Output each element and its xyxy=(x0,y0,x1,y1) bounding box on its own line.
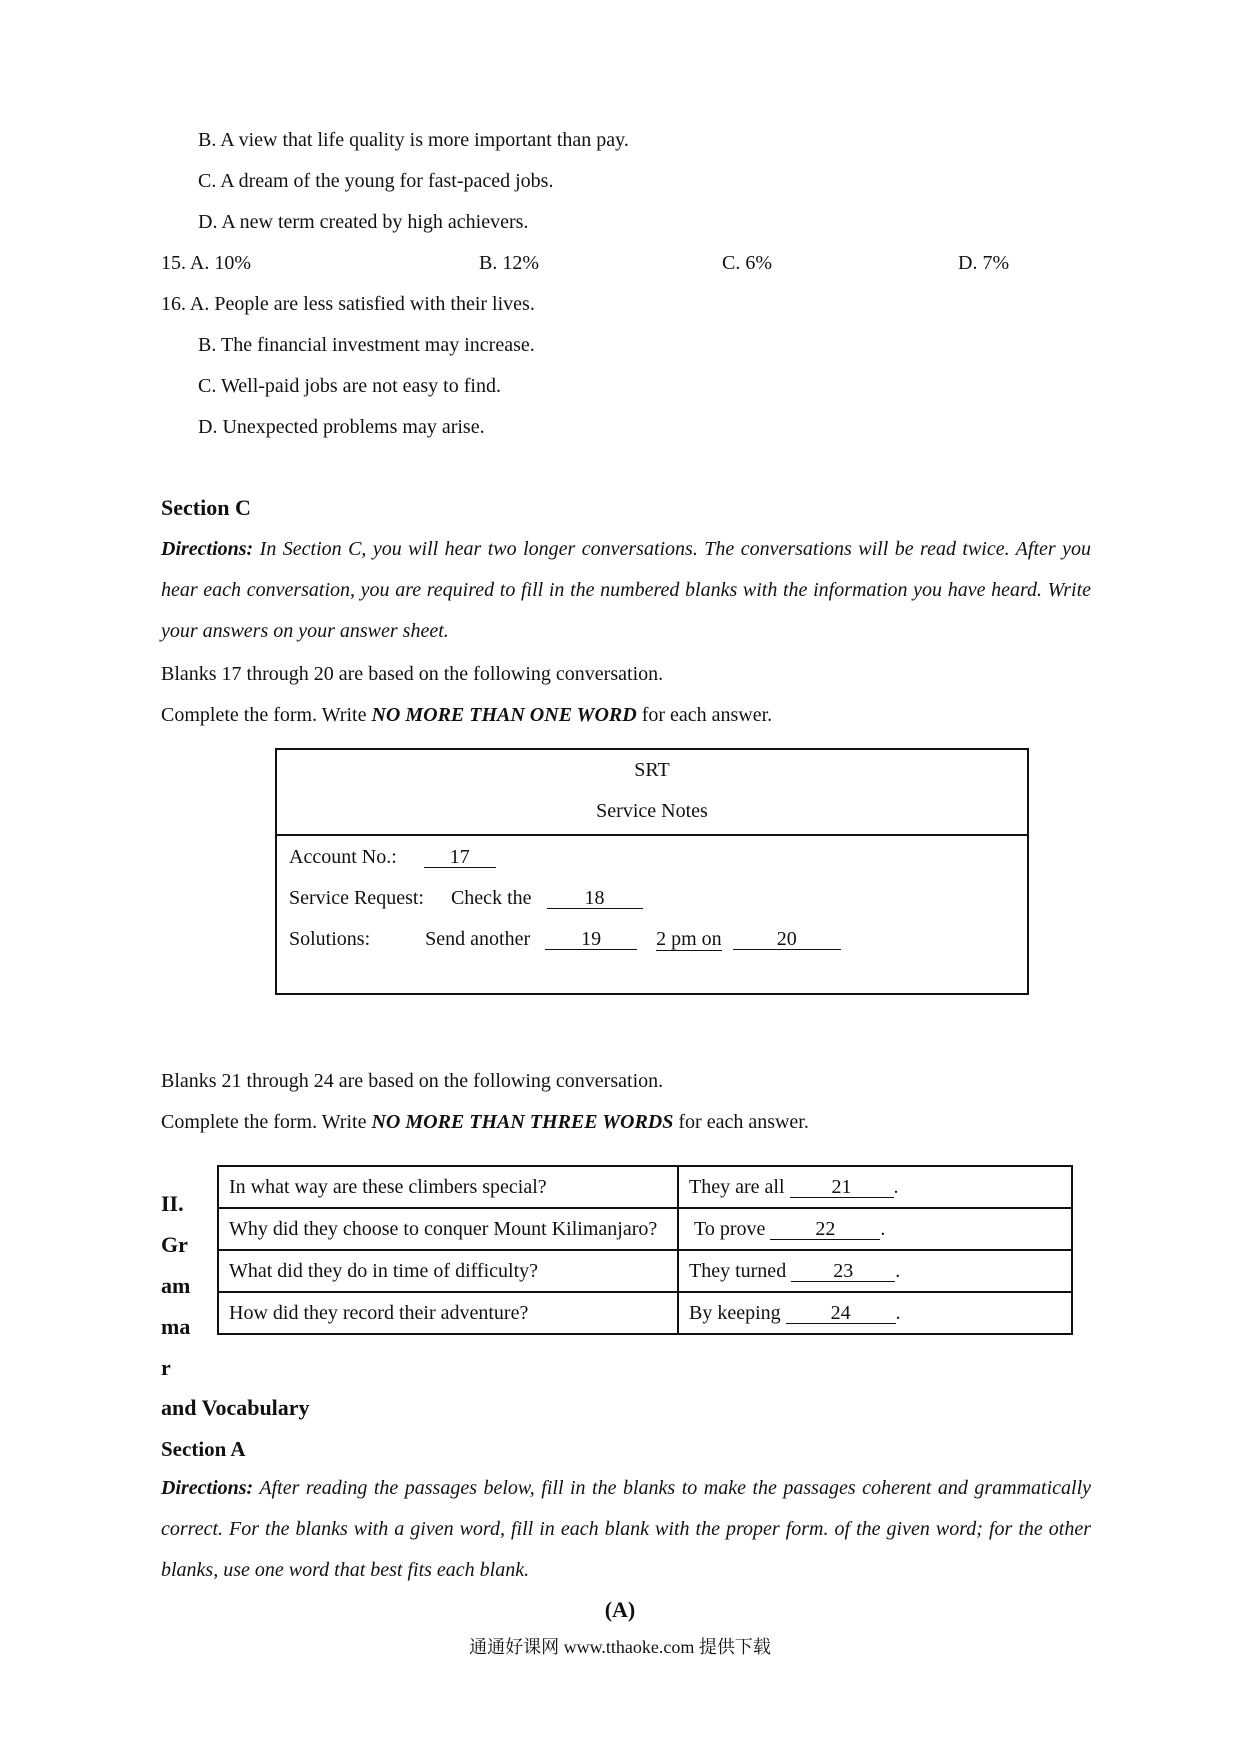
word-limit: NO MORE THAN THREE WORDS xyxy=(371,1111,674,1133)
form-header xyxy=(277,750,1027,836)
blank-22: 22 xyxy=(770,1219,880,1240)
instruction-suffix: for each answer. xyxy=(673,1111,809,1133)
heading-fragment: am xyxy=(161,1273,191,1298)
answer-cell: They are all 21 . xyxy=(678,1166,1072,1208)
section-c-title: Section C xyxy=(161,495,251,520)
part-2-heading-wrapped xyxy=(161,1183,197,1388)
q15-option-b: B. 12% xyxy=(479,252,539,274)
complete-form-2-instruction xyxy=(161,1110,809,1134)
section-a-title: Section A xyxy=(161,1437,246,1461)
directions-text: In Section C, you will hear two longer conversations. The conversations will be read twice. After you hear each conversation, you are required to fill in the numbered blanks with the information you have heard. Write your answers on your answer sheet. xyxy=(161,538,1091,642)
directions-text: After reading the passages below, fill in the blanks to make the passages coherent and grammatically correct. For the blanks with a given word, fill in each blank with the proper form. of the given word; for the other blanks, use one word that best fits each blank. xyxy=(161,1477,1091,1581)
q15-option-a: 15. A. 10% xyxy=(161,252,251,274)
answer-prefix: By keeping xyxy=(689,1302,781,1324)
q16-option-a: 16. A. People are less satisfied with their lives. xyxy=(161,293,535,315)
page-footer: 通通好课网 www.tthaoke.com 提供下载 xyxy=(469,1637,771,1657)
solutions-text: Send another xyxy=(425,928,531,950)
table-row xyxy=(218,1250,1072,1292)
heading-fragment: ma xyxy=(161,1314,191,1339)
q15-option-d: D. 7% xyxy=(958,252,1010,274)
word-limit: NO MORE THAN ONE WORD xyxy=(371,704,637,726)
answer-cell: They turned 23 . xyxy=(678,1250,1072,1292)
answer-cell: To prove 22 . xyxy=(678,1208,1072,1250)
blank-20: 20 xyxy=(733,929,841,950)
question-cell: How did they record their adventure? xyxy=(218,1292,678,1334)
instruction-suffix: for each answer. xyxy=(636,704,773,726)
service-notes-form xyxy=(275,748,1029,995)
form-subtitle: Service Notes xyxy=(596,800,708,822)
blank-17: 17 xyxy=(424,847,496,868)
passage-a-label: (A) xyxy=(604,1597,636,1622)
answer-prefix: They turned xyxy=(689,1260,787,1282)
answer-cell: By keeping 24 . xyxy=(678,1292,1072,1334)
blank-18: 18 xyxy=(547,888,643,909)
solutions-row xyxy=(289,927,841,951)
table-row xyxy=(218,1292,1072,1334)
blank-24: 24 xyxy=(786,1303,896,1324)
answer-prefix: They are all xyxy=(689,1176,785,1198)
instruction-prefix: Complete the form. Write xyxy=(161,1111,372,1133)
service-request-row xyxy=(289,886,643,910)
q14-option-c: C. A dream of the young for fast-paced jobs. xyxy=(198,170,554,192)
service-request-text: Check the xyxy=(450,887,532,909)
heading-fragment: r xyxy=(161,1355,171,1380)
part-2-title-rest: and Vocabulary xyxy=(161,1395,310,1420)
section-a-directions xyxy=(161,1468,1091,1591)
heading-fragment: Gr xyxy=(161,1232,188,1257)
heading-fragment: II. xyxy=(161,1191,184,1216)
q14-option-b: B. A view that life quality is more important than pay. xyxy=(198,129,629,151)
table-row xyxy=(218,1208,1072,1250)
blanks-17-20-intro: Blanks 17 through 20 are based on the following conversation. xyxy=(161,663,664,685)
answer-prefix: To prove xyxy=(694,1218,766,1240)
blank-21: 21 xyxy=(790,1177,894,1198)
q16-option-c: C. Well-paid jobs are not easy to find. xyxy=(198,375,501,397)
account-label: Account No.: xyxy=(289,846,397,868)
question-cell: Why did they choose to conquer Mount Kilimanjaro? xyxy=(218,1208,678,1250)
directions-label: Directions: xyxy=(161,538,254,560)
directions-label: Directions: xyxy=(161,1477,254,1499)
climbers-form xyxy=(217,1165,1073,1335)
blank-19: 19 xyxy=(545,929,637,950)
q16-option-b: B. The financial investment may increase. xyxy=(198,334,535,356)
blanks-21-24-intro: Blanks 21 through 24 are based on the following conversation. xyxy=(161,1070,664,1092)
time-text: 2 pm on xyxy=(656,928,722,950)
section-c-directions xyxy=(161,529,1091,652)
table-row xyxy=(218,1166,1072,1208)
form-title: SRT xyxy=(634,759,670,781)
q15-option-c: C. 6% xyxy=(722,252,772,274)
q16-option-d: D. Unexpected problems may arise. xyxy=(198,416,485,438)
solutions-label: Solutions: xyxy=(289,928,371,950)
account-row xyxy=(289,845,496,869)
service-request-label: Service Request: xyxy=(289,887,424,909)
blank-23: 23 xyxy=(791,1261,895,1282)
complete-form-1-instruction xyxy=(161,703,772,727)
instruction-prefix: Complete the form. Write xyxy=(161,704,372,726)
question-cell: What did they do in time of difficulty? xyxy=(218,1250,678,1292)
question-cell: In what way are these climbers special? xyxy=(218,1166,678,1208)
q14-option-d: D. A new term created by high achievers. xyxy=(198,211,529,233)
